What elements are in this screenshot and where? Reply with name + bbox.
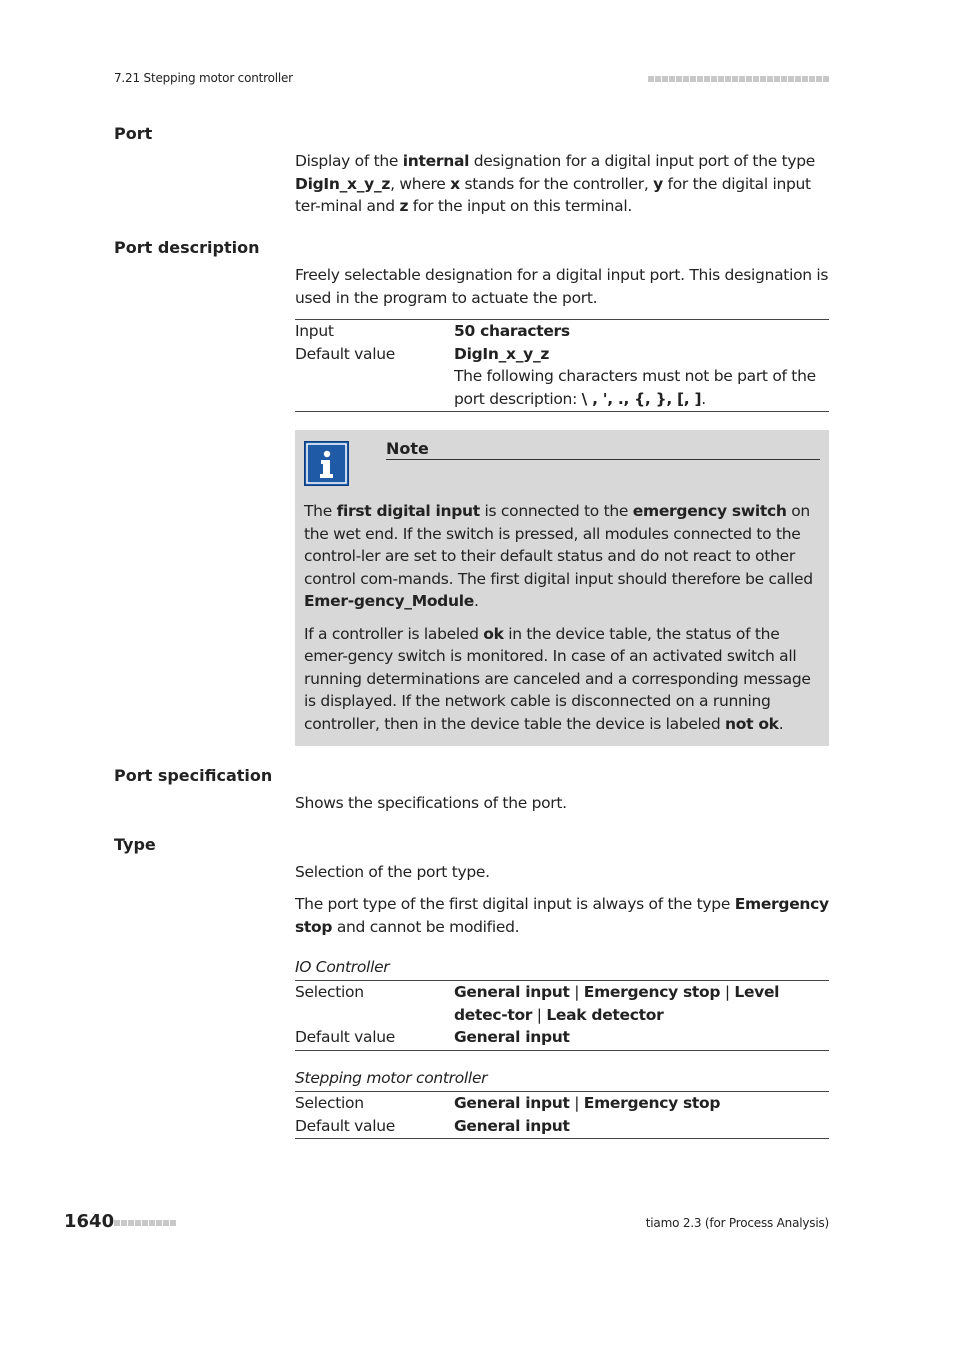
- heading-type: Type: [114, 835, 156, 854]
- heading-port: Port: [114, 124, 153, 143]
- note-paragraph-1: The first digital input is connected to the emergency switch on the wet end. If the switch is pressed, all modules connected to the control-ler are set to their default status and do not react to other control com-mands. The first digital input should therefore be called Emer-gency_Module.: [304, 502, 813, 610]
- running-header: 7.21 Stepping motor controller: [114, 71, 293, 85]
- page-number: 1640: [64, 1211, 115, 1232]
- heading-port-specification: Port specification: [114, 766, 273, 785]
- type-text-1: Selection of the port type.: [295, 863, 490, 881]
- footer-product: tiamo 2.3 (for Process Analysis): [645, 1216, 829, 1230]
- note-paragraph-2: If a controller is labeled ok in the device table, the status of the emer-gency switch is monitored. In case of an activated switch all running determinations are canceled and a corresponding message is displayed. If the network cable is disconnected on a running controller, then in the device table the device is labeled not ok.: [304, 624, 811, 733]
- table-row: Default value DigIn_x_y_z The following characters must not be part of the port description: \ , ', ., {, }, [, ].: [295, 344, 816, 408]
- heading-port-description: Port description: [114, 238, 260, 257]
- table-row: Selection General input | Emergency stop: [295, 1094, 721, 1112]
- note-title: Note: [386, 439, 820, 460]
- table-caption-io-controller: IO Controller: [295, 958, 390, 976]
- table-row: Default value General input: [295, 1116, 570, 1135]
- info-icon: [304, 441, 349, 486]
- port-specification-text: Shows the specifications of the port.: [295, 794, 567, 812]
- table-row: Input 50 characters: [295, 322, 570, 340]
- type-text-2: The port type of the first digital input is always of the type Emergency stop and cannot be modified.: [295, 895, 829, 936]
- table-row: Default value General input: [295, 1028, 570, 1046]
- port-description-table: [295, 319, 829, 412]
- table-row: Selection General input | Emergency stop | Level detec-tor | Leak detector: [295, 983, 780, 1024]
- table-caption-stepping-motor-controller: Stepping motor controller: [295, 1069, 488, 1087]
- port-description-text: Freely selectable designation for a digital input port. This designation is used in the program to actuate the port.: [295, 266, 829, 307]
- footer-decoration: [114, 1220, 176, 1226]
- stepping-motor-controller-table: [295, 1091, 829, 1139]
- port-text: Display of the internal designation for a digital input port of the type DigIn_x_y_z, where x stands for the controller, y for the digital input ter-minal and z for the input on this terminal.: [295, 152, 816, 215]
- io-controller-table: [295, 980, 829, 1051]
- header-decoration: [648, 76, 829, 82]
- note-box: [295, 430, 829, 746]
- note-body: [304, 500, 822, 745]
